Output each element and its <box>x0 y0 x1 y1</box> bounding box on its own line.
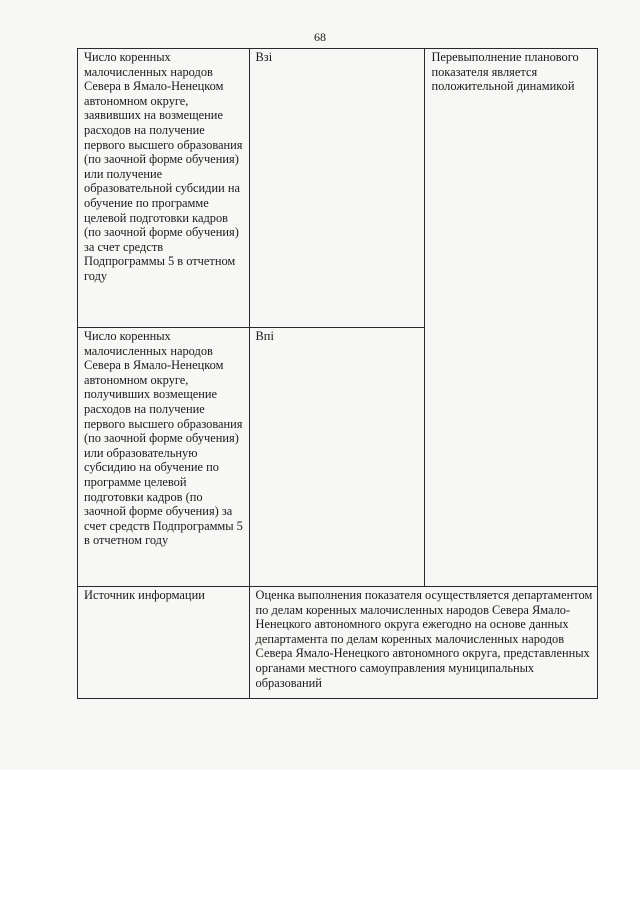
row1-note: Перевыполнение планового показателя является положительной динамикой <box>425 49 598 587</box>
page-number: 68 <box>314 30 326 44</box>
row1-description: Число коренных малочисленных народов Севера в Ямало-Ненецком автономном округе, заявивших на возмещение расходов на получение первого высшего образования (по заочной форме обучения) или получение образовательной субсидии на обучение по программе целевой подготовки кадров (по заочной форме обучения) за счет средств Подпрограммы 5 в отчетном году <box>78 49 250 328</box>
page-background <box>0 770 640 905</box>
table-row <box>78 587 598 699</box>
row2-symbol: Впi <box>249 328 425 587</box>
indicator-table <box>77 48 598 699</box>
source-text: Оценка выполнения показателя осуществляется департаментом по делам коренных малочисленных народов Севера Ямало-Ненецкого автономного округа ежегодно на основе данных департамента по делам коренных малочисленных народов Севера Ямало-Ненецкого автономного округа, представленных органами местного самоуправления муниципальных образований <box>249 587 597 699</box>
table-row <box>78 49 598 328</box>
source-label: Источник информации <box>78 587 250 699</box>
row2-description: Число коренных малочисленных народов Севера в Ямало-Ненецком автономном округе, получивших возмещение расходов на получение первого высшего образования (по заочной форме обучения) или образовательную субсидию на обучение по программе целевой подготовки кадров (по заочной форме обучения) за счет средств Подпрограммы 5 в отчетном году <box>78 328 250 587</box>
row1-symbol: Взi <box>249 49 425 328</box>
